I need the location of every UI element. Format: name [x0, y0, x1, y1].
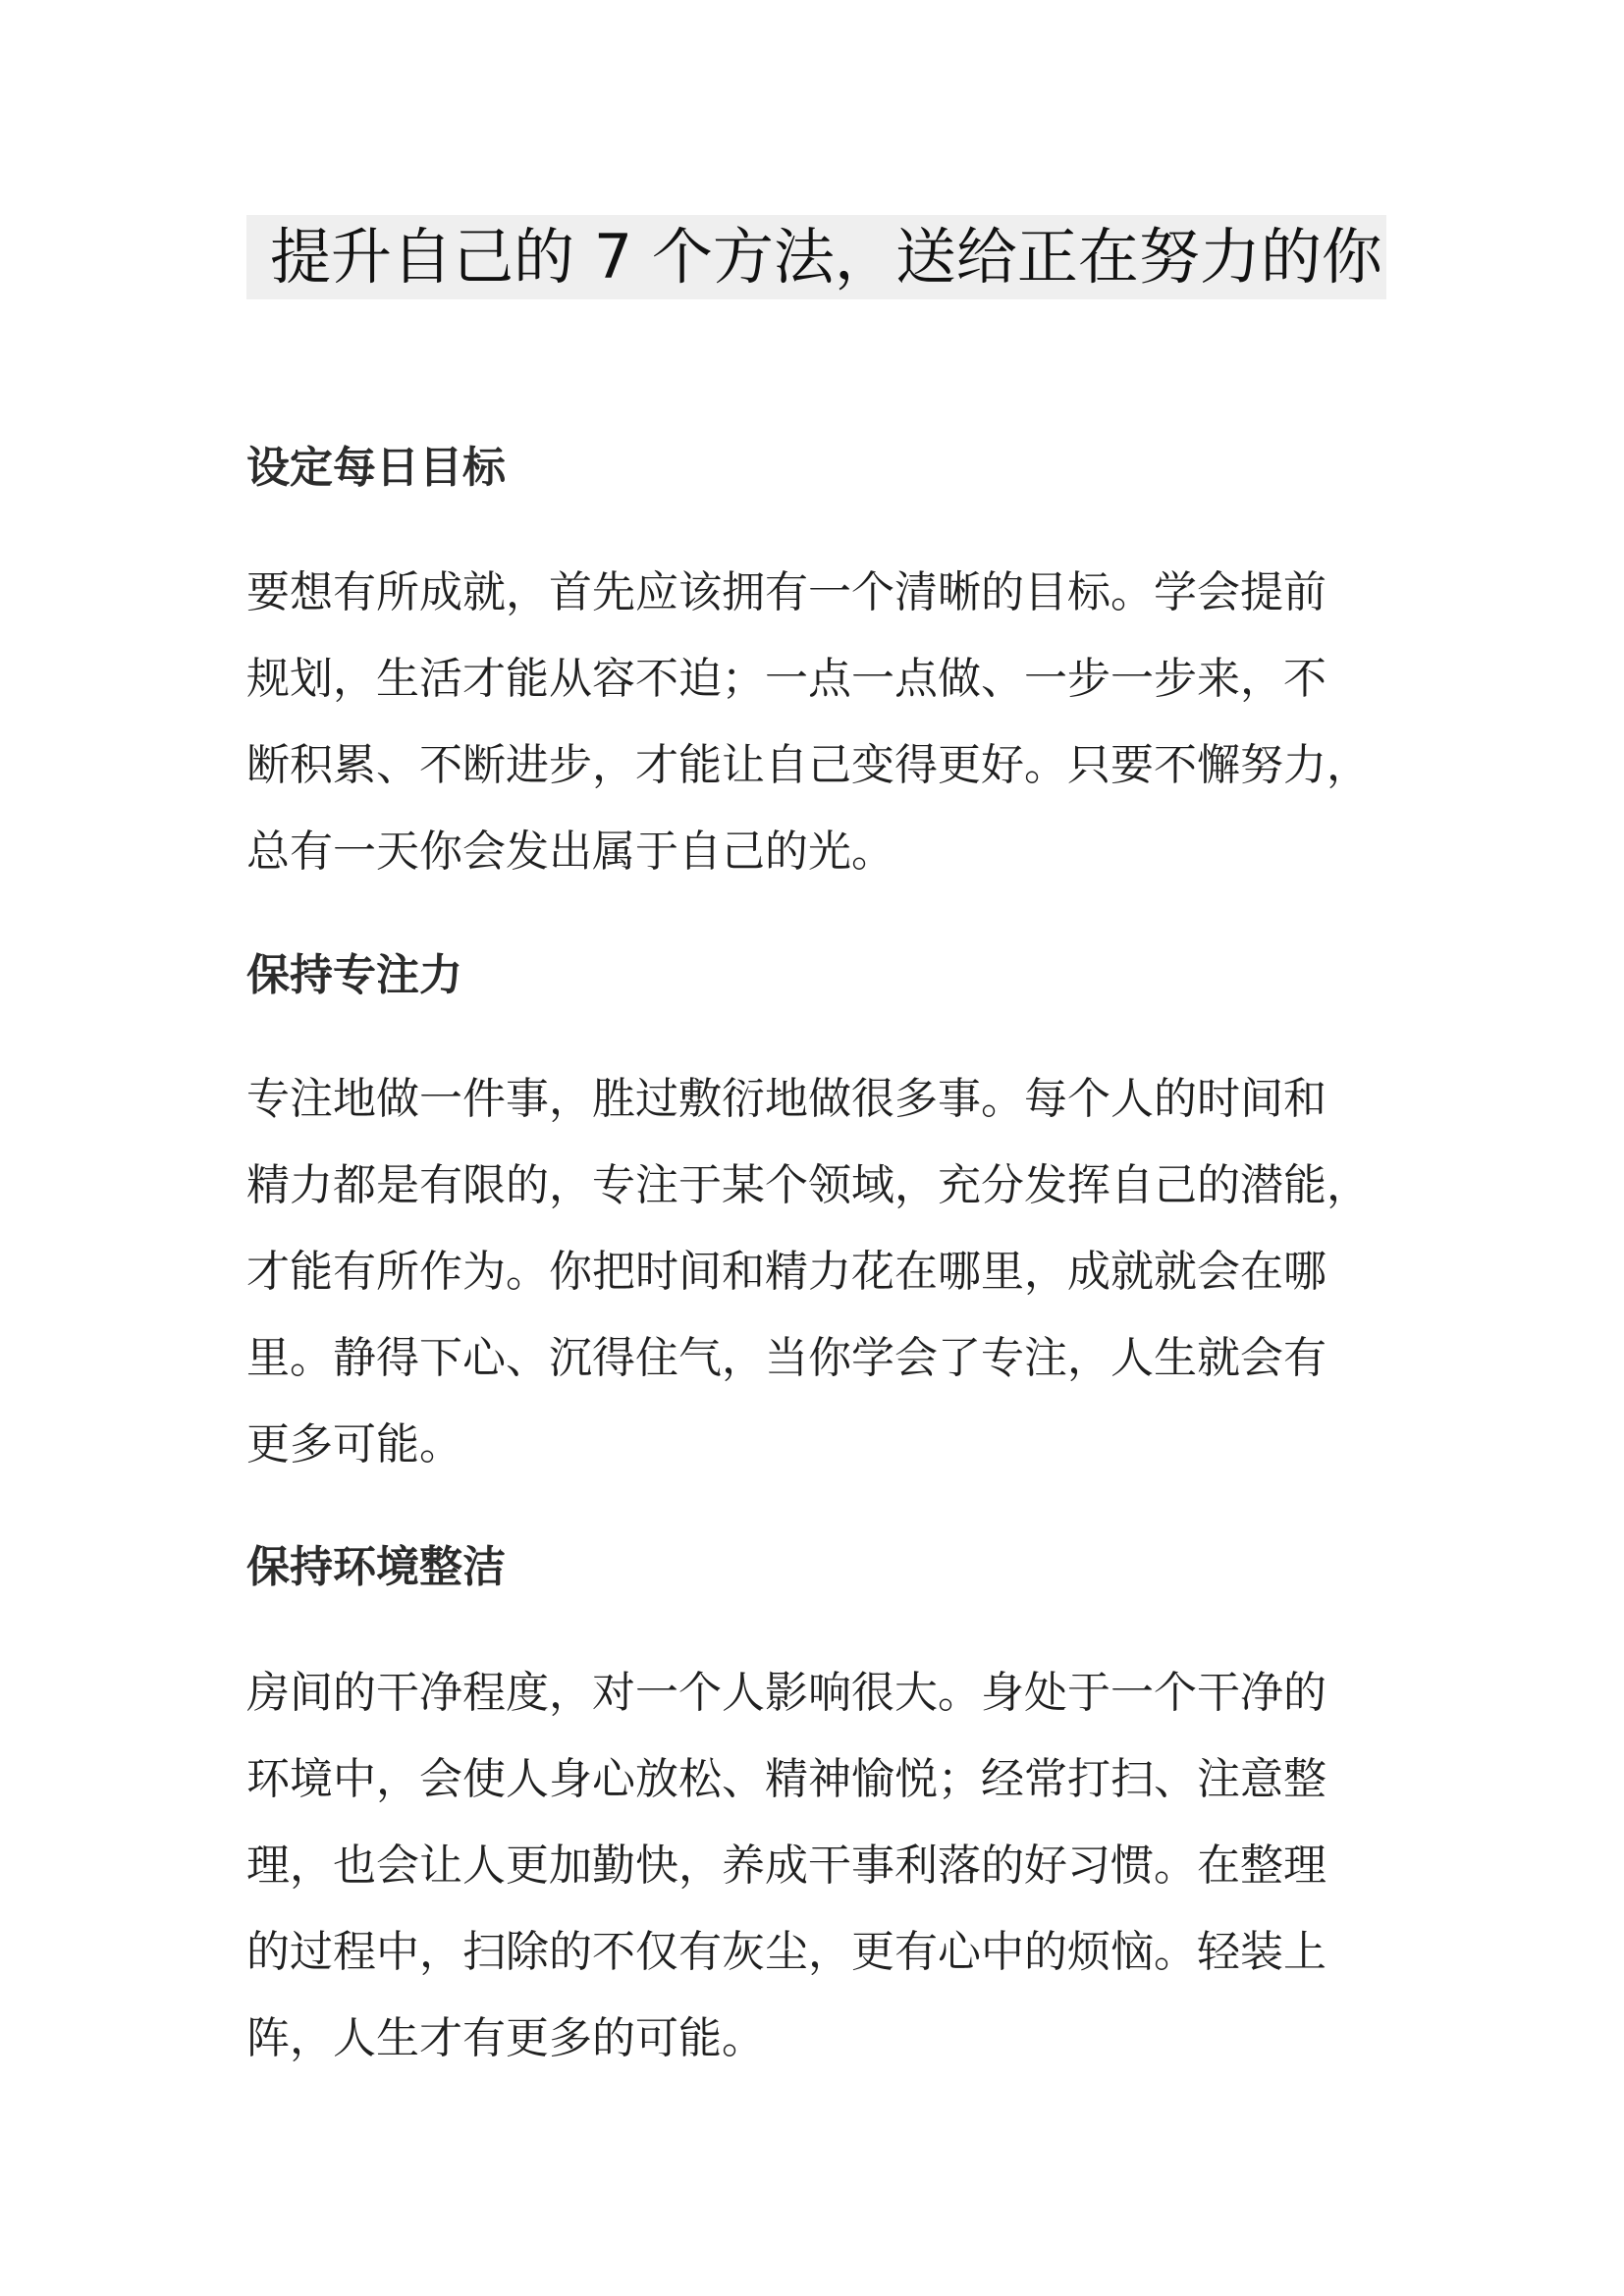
paragraph-line: 才能有所作为。你把时间和精力花在哪里，成就就会在哪 — [246, 1247, 1326, 1297]
paragraph-line: 精力都是有限的，专注于某个领域，充分发挥自己的潜能， — [246, 1160, 1370, 1210]
section-heading-focus: 保持专注力 — [246, 950, 462, 1000]
paragraph-line: 要想有所成就，首先应该拥有一个清晰的目标。学会提前 — [246, 567, 1326, 617]
section-heading-daily-goals: 设定每日目标 — [246, 443, 506, 493]
paragraph-line: 理，也会让人更加勤快，养成干事利落的好习惯。在整理 — [246, 1841, 1326, 1891]
section-heading-clean-environment: 保持环境整洁 — [246, 1542, 506, 1592]
paragraph-line: 房间的干净程度，对一个人影响很大。身处于一个干净的 — [246, 1668, 1326, 1718]
section-paragraph-clean-environment — [246, 1650, 1326, 2082]
paragraph-line: 规划，生活才能从容不迫；一点一点做、一步一步来，不 — [246, 654, 1326, 704]
paragraph-line: 阵，人生才有更多的可能。 — [246, 2013, 765, 2063]
section-paragraph-daily-goals — [246, 550, 1370, 895]
paragraph-line: 断积累、不断进步，才能让自己变得更好。只要不懈努力， — [246, 740, 1370, 790]
section-paragraph-focus — [246, 1056, 1370, 1488]
paragraph-line: 的过程中，扫除的不仅有灰尘，更有心中的烦恼。轻装上 — [246, 1927, 1326, 1977]
paragraph-line: 专注地做一件事，胜过敷衍地做很多事。每个人的时间和 — [246, 1074, 1326, 1124]
paragraph-line: 环境中，会使人身心放松、精神愉悦；经常打扫、注意整 — [246, 1754, 1326, 1804]
paragraph-line: 总有一天你会发出属于自己的光。 — [246, 827, 894, 877]
page-title: 提升自己的 7 个方法，送给正在努力的你 — [270, 221, 1382, 293]
paragraph-line: 里。静得下心、沉得住气，当你学会了专注，人生就会有 — [246, 1333, 1326, 1383]
paragraph-line: 更多可能。 — [246, 1419, 462, 1469]
title-banner — [246, 215, 1386, 299]
